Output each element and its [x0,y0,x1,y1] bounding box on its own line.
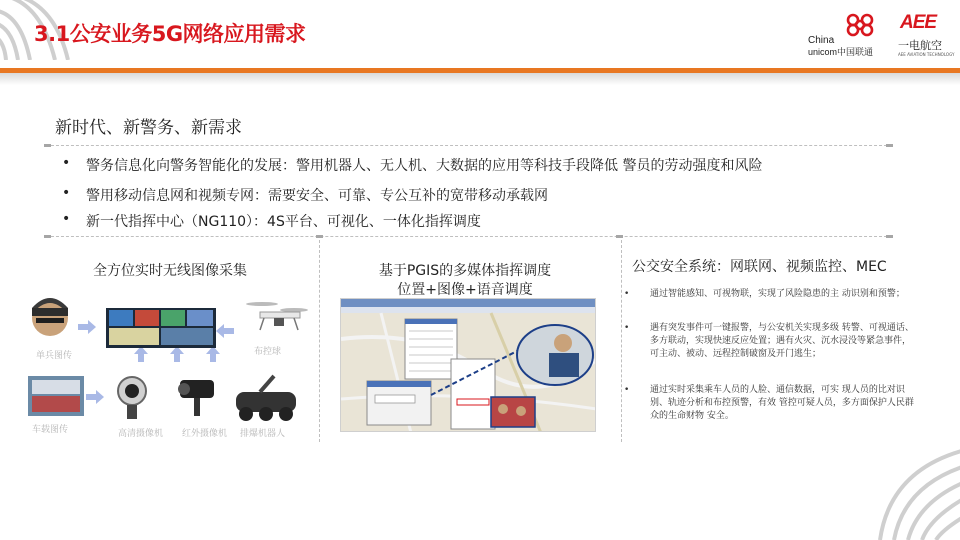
column-divider [319,240,320,442]
arrow-right-icon [86,390,104,404]
middle-title-line1: 基于PGIS的多媒体指挥调度 [378,263,552,279]
unicom-logo-line1: China [808,35,835,46]
right-bullet-text: 通过智能感知、可视物联，实现了风险隐患的主 动识别和预警； [650,289,905,299]
left-column-title: 全方位实时无线图像采集 [93,263,247,279]
divider-tick [616,235,623,238]
arrow-up-icon [206,346,220,362]
aee-logo [896,12,954,58]
section-subtitle: 新时代、新警务、新需求 [55,118,242,138]
middle-column-title [330,262,600,300]
infrared-camera-image [178,380,214,416]
arrow-up-icon [134,346,148,362]
bullet-text: 警用移动信息网和视频专网：需要安全、可靠、专公互补的宽带移动承载网 [86,188,548,204]
device-label: 车载图传 [32,425,69,435]
pgis-map-graphic [341,299,596,432]
device-label: 排爆机器人 [240,429,286,439]
device-label: 布控球 [254,347,282,357]
unicom-logo-line2: unicom中国联通 [808,47,874,57]
divider-tick [886,235,893,238]
divider-tick [316,235,323,238]
china-unicom-logo [806,12,882,58]
aee-logo-cn: 一电航空 [898,39,942,52]
right-bullet-text: 遇有突发事件可一键报警，与公安机关实现多级 转警、可视通话、多方联动，实现快速反应处置；遇有火灾、沉水浸没等紧急事件，可主动、被动、远程控制破窗及开门逃生； [650,323,914,359]
header-shadow [0,73,960,85]
column-divider [621,240,622,442]
aee-logo-mark: AEE [900,12,937,33]
divider-tick [886,144,893,147]
divider-tick [44,144,51,147]
bullet-text: 新一代指挥中心（NG110）：4S平台、可视化、一体化指挥调度 [86,214,481,230]
soldier-image [32,298,68,336]
arrow-up-icon [170,346,184,362]
right-bullet-text: 通过实时采集乘车人员的人脸、通信数据，可实 现人员的比对识别、轨迹分析和布控预警，有效 管控可疑人员，多方面保护人民群众的生命财物 安全。 [650,385,914,421]
right-column-title: 公交安全系统：网联网、视频监控、MEC [632,259,887,275]
device-label: 单兵图传 [36,351,73,361]
unicom-knot-icon [840,12,880,38]
vehicle-image [28,376,84,416]
eod-robot-image [236,376,296,421]
page-title: 3.1公安业务5G网络应用需求 [34,22,306,46]
arrow-right-icon [78,320,96,334]
divider-mid [46,236,892,237]
corner-decoration [870,430,960,540]
bullet-text: 警务信息化向警务智能化的发展：警用机器人、无人机、大数据的应用等科技手段降低 警员的劳动强度和风险 [86,158,763,174]
middle-title-line2: 位置+图像+语音调度 [397,282,533,298]
divider-tick [44,235,51,238]
pgis-map-screenshot [340,298,596,432]
device-label: 红外摄像机 [182,429,228,439]
command-center-image [106,308,216,348]
device-label: 高清摄像机 [118,429,164,439]
arrow-left-icon [216,324,234,338]
drone-image [246,302,308,330]
divider-top [46,145,892,146]
hd-camera-image [118,377,146,419]
aee-logo-en: AEE AVIATION TECHNOLOGY [898,52,955,57]
wireless-collection-diagram [24,296,310,440]
